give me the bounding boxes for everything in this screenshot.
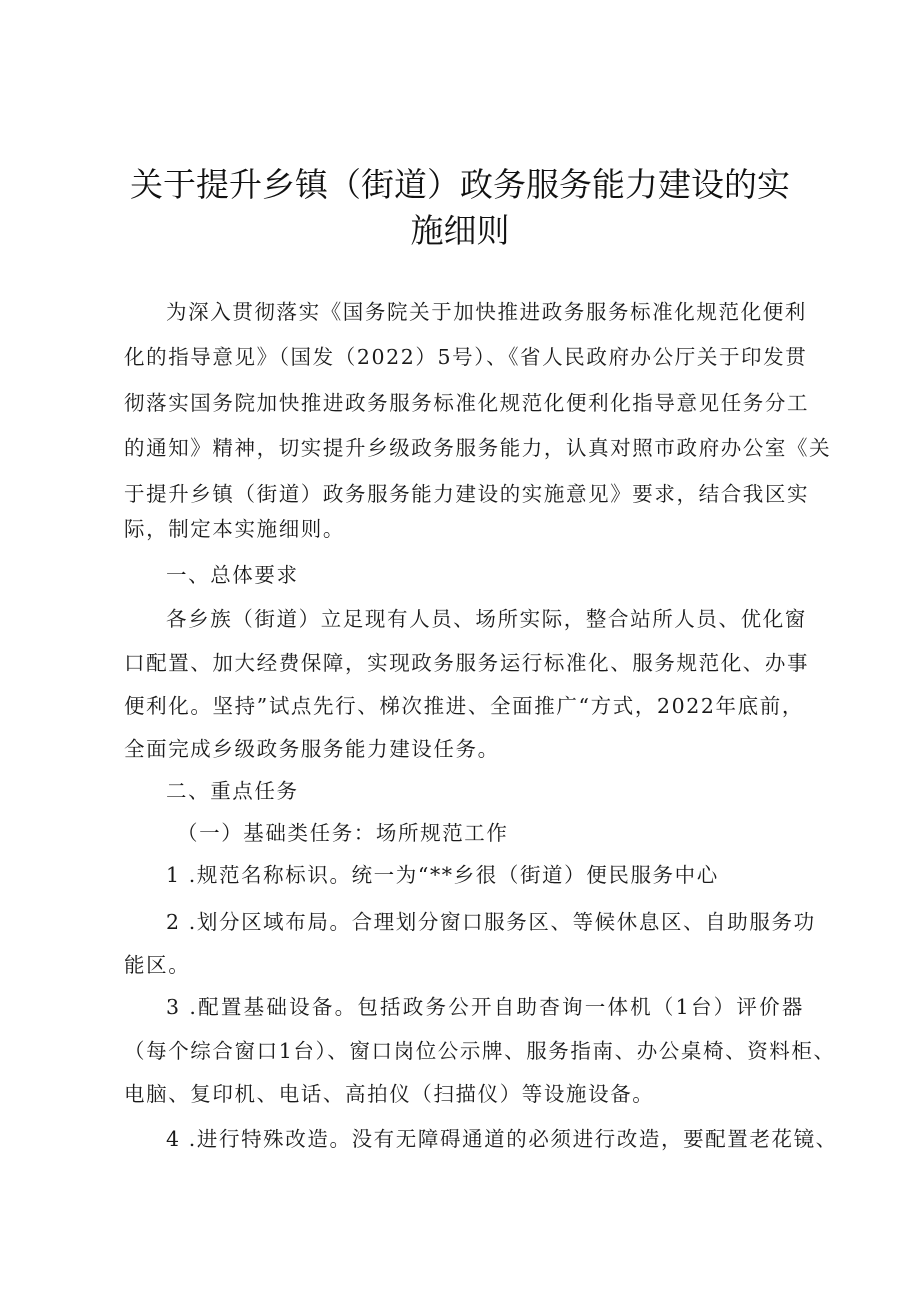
task-item-3: 3 .配置基础设备。包括政务公开自助杳询一体机（1台）评价器 [166, 995, 804, 1019]
section1-line-1: 各乡族（街道）立足现有人员、场所实际，整合站所人员、优化窗 [166, 607, 807, 631]
document-title: 关于提升乡镇（街道）政务服务能力建设的实 [130, 165, 790, 204]
section1-line-3: 便利化。坚持”试点先行、梯次推进、全面推广“方式，2022年底前， [124, 694, 804, 718]
subsection-heading-1: （一）基础类任务：场所规范工作 [177, 821, 509, 845]
task-item-2-cont: 能区。 [124, 953, 191, 977]
section-heading-2: 二、重点任务 [166, 779, 299, 803]
intro-line-3: 彻落实国务院加快推进政务服务标准化规范化便利化指导意见任务分工 [124, 391, 810, 415]
section1-line-4: 全面完成乡级政务服务能力建设任务。 [124, 737, 500, 761]
intro-line-6: 际，制定本实施细则。 [124, 517, 345, 541]
intro-line-4: 的通知》精神，切实提升乡级政务服务能力，认真对照市政府办公室《关 [124, 436, 832, 460]
intro-line-2: 化的指导意见》（国发（2022）5号）、《省人民政府办公厅关于印发贯 [124, 345, 808, 369]
task-item-4: 4 .进行特殊改造。没有无障碍通道的必须进行改造，要配置老花镜、 [166, 1127, 838, 1151]
document-title-continued: 施细则 [410, 211, 510, 250]
task-item-1: 1 .规范名称标识。统一为“**乡很（街道）便民服务中心 [166, 863, 719, 887]
task-item-3-cont-2: 电脑、复印机、电话、高拍仪（扫描仪）等设施设备。 [124, 1082, 655, 1106]
intro-line-1: 为深入贯彻落实《国务院关于加快推进政务服务标准化规范化便利 [166, 300, 807, 324]
task-item-2: 2 .划分区域布局。合理划分窗口服务区、等候休息区、自助服务功 [166, 910, 816, 934]
section-heading-1: 一、总体要求 [166, 563, 299, 587]
intro-line-5: 于提升乡镇（街道）政务服务能力建设的实施意见》要求，结合我区实 [124, 482, 810, 506]
section1-line-2: 口配置、加大经费保障，实现政务服务运行标准化、服务规范化、办事 [124, 651, 810, 675]
task-item-3-cont-1: （每个综合窗口1台）、窗口岗位公示牌、服务指南、办公桌椅、资料柜、 [124, 1039, 836, 1063]
